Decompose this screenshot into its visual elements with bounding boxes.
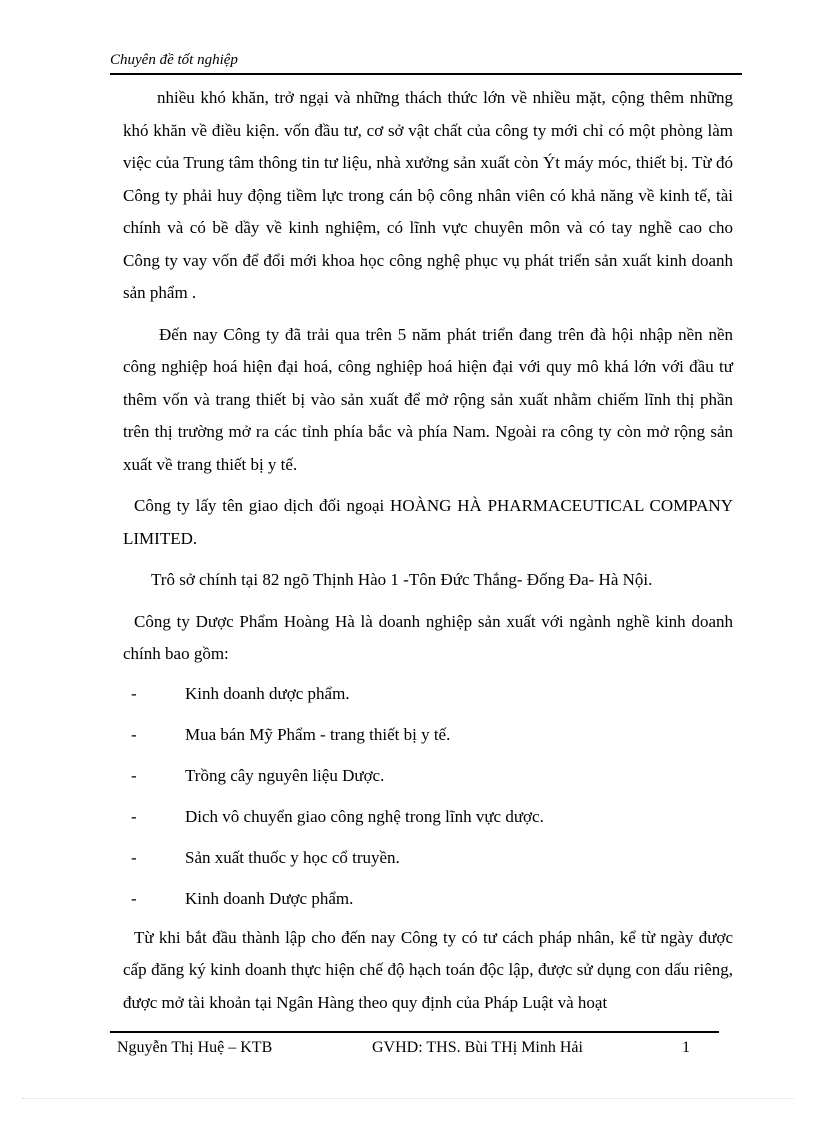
paragraph: Trô sở chính tại 82 ngõ Thịnh Hào 1 -Tôn Đức Thắng- Đống Đa- Hà Nội.: [151, 570, 653, 589]
footer-author: Nguyễn Thị Huệ – KTB: [117, 1039, 273, 1056]
list-item-text: Dich vô chuyển giao công nghệ trong lĩnh vực dược.: [185, 806, 544, 826]
paragraph: Công ty lấy tên giao dịch đối ngoại HOÀNG HÀ PHARMACEUTICAL COMPANY LIMITED.: [123, 496, 733, 548]
list-item: [123, 837, 733, 878]
list-item: [123, 714, 733, 755]
list-item: [123, 878, 733, 919]
page-boundary-line: [22, 1098, 794, 1099]
list-item: [123, 673, 733, 714]
paragraph: Từ khi bắt đầu thành lập cho đến nay Công ty có tư cách pháp nhân, kể từ ngày được cấp đăng ký kinh doanh thực hiện chế độ hạch toán độc lập, được sử dụng con dấu riêng, được mở tài khoản tại Ngân Hàng theo quy định của Pháp Luật và hoạt: [123, 927, 733, 1012]
paragraph: nhiều khó khăn, trở ngại và những thách thức lớn về nhiều mặt, cộng thêm những khó khăn về điều kiện. vốn đầu tư, cơ sở vật chất của công ty mới chỉ có một phòng làm việc của Trung tâm thông tin tư liệu, nhà xưởng sản xuất còn Ýt máy móc, thiết bị. Từ đó Công ty phải huy động tiềm lực trong cán bộ công nhân viên có khả năng về kinh tế, tài chính và có bề dầy về kinh nghiệm, có lĩnh vực chuyên môn và có tay nghề cao cho Công ty vay vốn để đổi mới khoa học công nghệ phục vụ phát triển sản xuất kinh doanh sản phẩm .: [123, 88, 733, 302]
list-item-text: Mua bán Mỹ Phẩm - trang thiết bị y tế.: [185, 724, 451, 744]
paragraph: Công ty Dược Phẩm Hoàng Hà là doanh nghiệp sản xuất với ngành nghề kinh doanh chính bao gồm:: [123, 611, 733, 663]
page-header-title: Chuyên đề tốt nghiệp: [110, 52, 238, 68]
paragraph: Đến nay Công ty đã trải qua trên 5 năm phát triển đang trên đà hội nhập nền nền công nghiệp hoá hiện đại hoá, công nghiệp hoá hiện đại với quy mô khá lớn với đầu tư thêm vốn và trang thiết bị vào sản xuất để mở rộng sản xuất nhằm chiếm lĩnh thị phần trên thị trường mở ra các tỉnh phía bắc và phía Nam. Ngoài ra công ty còn mở rộng sản xuất về trang thiết bị y tế.: [123, 324, 733, 474]
list-item-text: Sản xuất thuốc y học cổ truyền.: [185, 847, 400, 867]
bullet-dash: -: [131, 683, 137, 703]
list-item-text: Kinh doanh dược phẩm.: [185, 683, 350, 703]
bullet-dash: -: [131, 765, 137, 785]
header-divider: [110, 73, 742, 75]
list-item-text: Kinh doanh Dược phẩm.: [185, 888, 354, 908]
document-body: [123, 82, 733, 1019]
bullet-dash: -: [131, 724, 137, 744]
footer-advisor: GVHD: THS. Bùi THị Minh Hải: [372, 1039, 583, 1056]
bullet-dash: -: [131, 847, 137, 867]
page-number: 1: [682, 1039, 690, 1056]
bullet-dash: -: [131, 806, 137, 826]
list-item: [123, 755, 733, 796]
list-item-text: Trồng cây nguyên liệu Dược.: [185, 765, 385, 785]
footer-divider: [110, 1031, 719, 1033]
bullet-dash: -: [131, 888, 137, 908]
list-item: [123, 796, 733, 837]
business-lines-list: [123, 673, 733, 919]
